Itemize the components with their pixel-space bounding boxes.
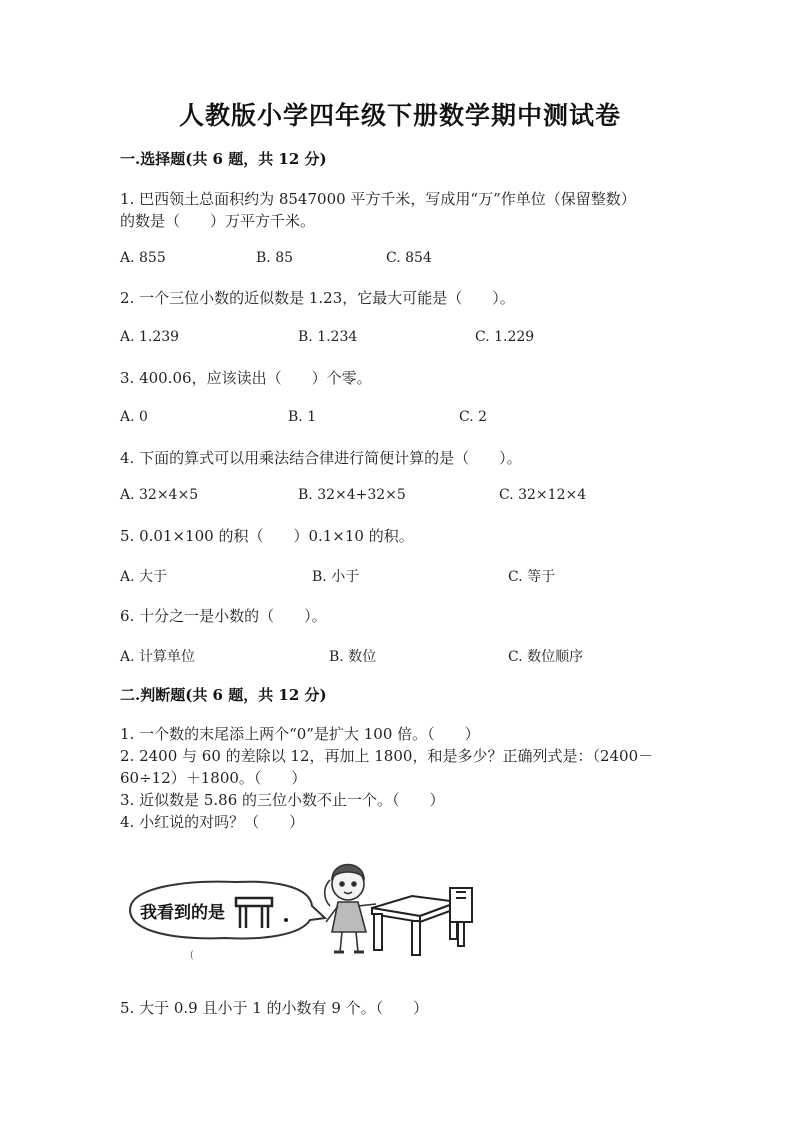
speech-bubble-text: 我看到的是 [140, 903, 225, 923]
question-5-options [120, 566, 720, 588]
judgement-list [120, 723, 680, 833]
section-heading-choice: 一.选择题(共 6 题，共 12 分) [120, 150, 327, 168]
judgement-item-2-cont: 60÷12）＋1800。（ ） [120, 769, 307, 787]
question-4 [120, 447, 680, 469]
section-heading-judgement: 二.判断题(共 6 题，共 12 分) [120, 686, 327, 704]
option-c[interactable]: C. 1.229 [475, 329, 535, 345]
question-2 [120, 287, 680, 309]
girl-figure [325, 865, 376, 953]
question-1-line-1: 1. 巴西领土总面积约为 8547000 平方千米，写成用“万”作单位（保留整数） [120, 190, 636, 208]
option-b[interactable]: B. 32×4+32×5 [298, 487, 406, 503]
option-a[interactable]: A. 计算单位 [120, 649, 196, 665]
question-5 [120, 525, 680, 547]
judgement-item-3: 3. 近似数是 5.86 的三位小数不止一个。（ ） [120, 791, 445, 809]
question-3 [120, 367, 680, 389]
question-6-options [120, 646, 720, 668]
option-c[interactable]: C. 2 [459, 409, 488, 425]
question-6 [120, 605, 680, 627]
question-2-line-1: 2. 一个三位小数的近似数是 1.23，它最大可能是（ ）。 [120, 289, 515, 307]
period-mark [284, 918, 288, 922]
option-b[interactable]: B. 1.234 [298, 329, 358, 345]
option-b[interactable]: B. 数位 [329, 649, 377, 665]
option-c[interactable]: C. 数位顺序 [508, 649, 584, 665]
option-c[interactable]: C. 854 [386, 250, 432, 266]
option-b[interactable]: B. 1 [288, 409, 317, 425]
option-b[interactable]: B. 85 [256, 250, 294, 266]
option-c[interactable]: C. 32×12×4 [499, 487, 587, 503]
figure-small-mark: ( [190, 950, 194, 960]
question-5-line-1: 5. 0.01×100 的积（ ）0.1×10 的积。 [120, 527, 414, 545]
question-4-line-1: 4. 下面的算式可以用乘法结合律进行简便计算的是（ ）。 [120, 449, 522, 467]
judgement-item-2: 2. 2400 与 60 的差除以 12，再加上 1800，和是多少？正确列式是：（2400－ [120, 747, 654, 765]
question-1 [120, 188, 680, 232]
option-b[interactable]: B. 小于 [312, 569, 360, 585]
option-a[interactable]: A. 855 [120, 250, 166, 266]
question-4-options [120, 487, 720, 509]
question-3-line-1: 3. 400.06，应该读出（ ）个零。 [120, 369, 372, 387]
option-a[interactable]: A. 0 [120, 409, 148, 425]
question-1-options [120, 250, 720, 272]
option-c[interactable]: C. 等于 [508, 569, 556, 585]
page-title: 人教版小学四年级下册数学期中测试卷 [178, 101, 621, 130]
question-6-line-1: 6. 十分之一是小数的（ ）。 [120, 607, 327, 625]
question-3-options [120, 409, 720, 431]
question-2-options [120, 329, 720, 351]
illustration-svg [120, 858, 480, 960]
table-icon [372, 896, 458, 955]
table-illustration [120, 858, 480, 960]
option-a[interactable]: A. 1.239 [120, 329, 180, 345]
judgement-item-4: 4. 小红说的对吗？（ ） [120, 813, 305, 831]
judgement-item-5: 5. 大于 0.9 且小于 1 的小数有 9 个。（ ） [120, 999, 429, 1017]
option-a[interactable]: A. 大于 [120, 569, 168, 585]
question-1-line-2: 的数是（ ）万平方千米。 [120, 212, 316, 230]
option-a[interactable]: A. 32×4×5 [120, 487, 199, 503]
judgement-item-1: 1. 一个数的末尾添上两个“0”是扩大 100 倍。（ ） [120, 725, 480, 743]
